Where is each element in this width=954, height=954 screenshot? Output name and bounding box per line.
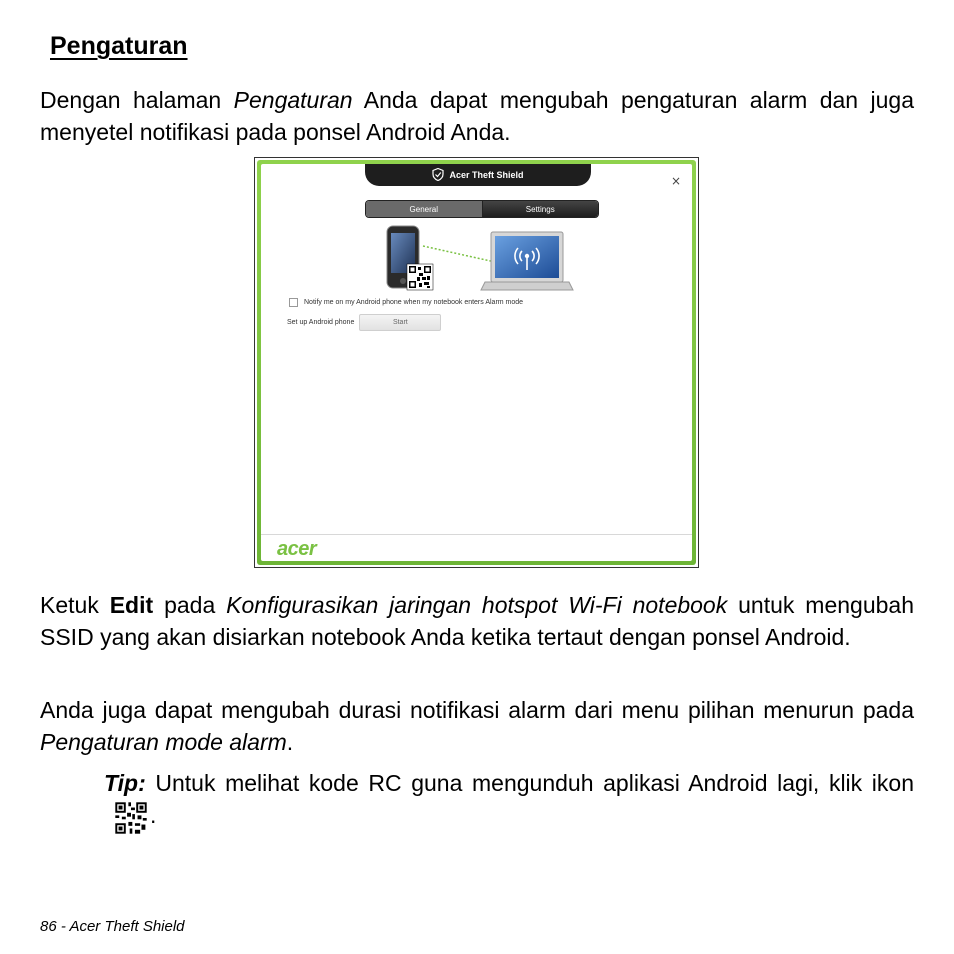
p1-text-before: Dengan halaman <box>40 87 234 113</box>
pairing-illustration <box>385 224 575 296</box>
p3-text-before: Anda juga dapat mengubah durasi notifikasi alarm dari menu pilihan menurun pada <box>40 697 914 723</box>
section-heading: Pengaturan <box>50 32 188 60</box>
p2-italic: Konfigurasikan jaringan hotspot Wi-Fi notebook <box>226 592 728 618</box>
p3-text-after: . <box>286 729 294 755</box>
notify-checkbox[interactable] <box>289 298 298 307</box>
tab-settings[interactable]: Settings <box>483 201 599 217</box>
title-bar <box>365 164 591 186</box>
tip-paragraph <box>104 767 914 835</box>
notify-option <box>289 298 523 307</box>
alarm-paragraph <box>40 694 914 758</box>
tab-general[interactable]: General <box>366 201 483 217</box>
edit-paragraph <box>40 589 914 653</box>
close-icon[interactable]: × <box>670 174 681 188</box>
footer-divider <box>261 534 692 535</box>
setup-option <box>287 314 441 331</box>
shield-icon <box>432 168 444 183</box>
notify-label: Notify me on my Android phone when my notebook enters Alarm mode <box>304 299 524 306</box>
tip-label: Tip: <box>104 770 146 796</box>
p1-italic: Pengaturan <box>233 87 353 113</box>
settings-screenshot <box>254 157 699 568</box>
p3-italic: Pengaturan mode alarm <box>40 729 287 755</box>
intro-paragraph <box>40 84 914 148</box>
tab-bar <box>365 200 599 218</box>
setup-label: Set up Android phone <box>287 319 355 326</box>
window-title: Acer Theft Shield <box>449 170 524 180</box>
app-window <box>257 160 696 565</box>
qr-code-icon <box>407 264 433 290</box>
tip-end: . <box>150 802 157 828</box>
qr-code-icon <box>114 801 148 835</box>
p2-bold: Edit <box>109 592 154 618</box>
app-window-content <box>261 164 692 561</box>
p1-text-after: Anda dapat mengubah pengaturan alarm dan juga menyetel notifikasi pada ponsel Android Anda. <box>40 87 914 145</box>
p2-text-3: untuk mengubah SSID yang akan disiarkan notebook Anda ketika tertaut dengan ponsel Android. <box>40 592 914 650</box>
page-footer: 86 - Acer Theft Shield <box>40 918 185 935</box>
tip-text: Untuk melihat kode RC guna mengunduh aplikasi Android lagi, klik ikon <box>145 770 914 796</box>
acer-logo: acer <box>277 538 317 560</box>
p2-text-1: Ketuk <box>40 592 110 618</box>
start-button[interactable]: Start <box>359 314 441 331</box>
p2-text-2: pada <box>153 592 227 618</box>
